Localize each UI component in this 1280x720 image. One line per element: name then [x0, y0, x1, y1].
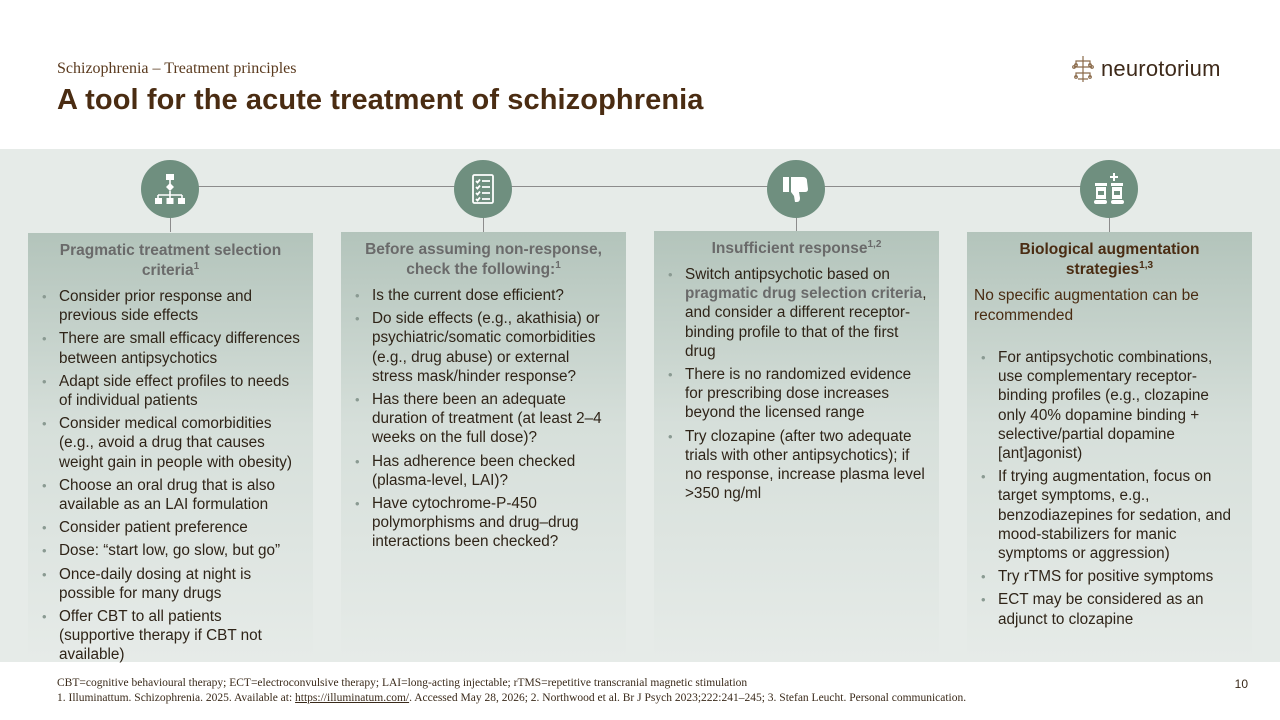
card-heading: [353, 240, 614, 280]
list-item: • If trying augmentation, focus on target symptoms, e.g., benzodiazepines for sedation, and mood-stabilizers for manic symptoms or aggression): [979, 467, 1240, 563]
list-item: • For antipsychotic combinations, use complementary receptor-binding profiles (e.g., clozapine only 40% dopamine binding + selective/partial dopamine [ant]agonist): [979, 348, 1240, 463]
card-non-response-check: [341, 232, 626, 661]
footer-notes: [57, 676, 966, 705]
abbreviations: CBT=cognitive behavioural therapy; ECT=electroconvulsive therapy; LAI=long-acting injectable; rTMS=repetitive transcranial magnetic stimulation: [57, 677, 748, 689]
list-item: • Have cytochrome-P-450 polymorphisms and drug–drug interactions been checked?: [353, 494, 614, 552]
bullet-list: [40, 287, 301, 665]
section-subtitle: Schizophrenia – Treatment principles: [57, 60, 297, 77]
stem-2: [483, 216, 484, 232]
thumbs-down-icon: [779, 172, 813, 206]
thumbs-down-icon-circle: [767, 160, 825, 218]
list-item: • There is no randomized evidence for prescribing dose increases beyond the licensed range: [666, 365, 927, 423]
reference-text: 1. Illuminattum. Schizophrenia. 2025. Available at:: [57, 691, 296, 704]
page-number: 10: [1234, 677, 1248, 691]
stem-1: [170, 216, 171, 232]
page-title: A tool for the acute treatment of schizophrenia: [57, 84, 704, 116]
timeline-connector: [170, 186, 1110, 187]
list-item-text: Switch antipsychotic based on: [685, 266, 890, 283]
card-heading: [979, 240, 1240, 280]
card-intro: No specific augmentation can be recommended: [974, 287, 1199, 324]
footnote-ref: 1: [193, 260, 200, 272]
card-heading: [40, 241, 301, 281]
bullet-list: [979, 348, 1240, 629]
footnote-ref: 1: [555, 259, 561, 271]
flowchart-icon-circle: [141, 160, 199, 218]
card-heading: [666, 239, 927, 259]
card-heading-text: Pragmatic treatment selection criteria: [59, 242, 282, 279]
card-heading-text: Insufficient response: [711, 240, 868, 257]
footnote-ref: 1,2: [867, 238, 882, 250]
pill-bottles-icon-circle: [1080, 160, 1138, 218]
list-item: • Choose an oral drug that is also available as an LAI formulation: [40, 476, 301, 514]
card-heading-text: Before assuming non-response, check the following:: [365, 241, 602, 278]
list-item: • Adapt side effect profiles to needs of individual patients: [40, 372, 301, 410]
list-item: • Consider medical comorbidities (e.g., avoid a drug that causes weight gain in people with obesity): [40, 414, 301, 472]
list-item: • Consider patient preference: [40, 518, 301, 537]
checklist-icon: [466, 172, 500, 206]
list-item: • Dose: “start low, go slow, but go”: [40, 541, 301, 560]
list-item: • Try rTMS for positive symptoms: [979, 567, 1240, 586]
bullet-list: [666, 265, 927, 503]
list-item-text: , and consider a different receptor-binding profile to that of the first drug: [685, 285, 927, 360]
list-item: • Once-daily dosing at night is possible for many drugs: [40, 565, 301, 603]
flowchart-icon: [153, 172, 187, 206]
list-item: • Consider prior response and previous side effects: [40, 287, 301, 325]
card-insufficient-response: [654, 231, 939, 661]
list-item: • Has there been an adequate duration of treatment (at least 2–4 weeks on the full dose)?: [353, 390, 614, 448]
logo-text: neurotorium: [1101, 56, 1221, 81]
checklist-icon-circle: [454, 160, 512, 218]
reference-link[interactable]: https://illuminatum.com/: [295, 691, 410, 704]
stem-3: [796, 216, 797, 232]
stem-4: [1109, 216, 1110, 232]
list-item: • There are small efficacy differences between antipsychotics: [40, 329, 301, 367]
list-item: • Has adherence been checked (plasma-level, LAI)?: [353, 452, 614, 490]
references: [57, 691, 966, 706]
footnote-ref: 1,3: [1139, 259, 1154, 271]
list-item: • Offer CBT to all patients (supportive therapy if CBT not available): [40, 607, 301, 665]
highlight-text: pragmatic drug selection criteria: [685, 285, 923, 303]
pill-bottles-icon: [1092, 172, 1126, 206]
card-heading-text: Biological augmentation strategies: [1019, 241, 1200, 278]
bullet-list: [353, 286, 614, 552]
list-item: [666, 265, 927, 361]
list-item: • Try clozapine (after two adequate trials with other antipsychotics); if no response, increase plasma level >350 ng/ml: [666, 427, 927, 504]
card-augmentation: [967, 232, 1252, 661]
logo: [1070, 53, 1221, 85]
brain-logo-icon: [1070, 53, 1096, 85]
list-item: • Do side effects (e.g., akathisia) or psychiatric/somatic comorbidities (e.g., drug abuse) or external stress mask/hinder response?: [353, 309, 614, 386]
card-selection-criteria: [28, 233, 313, 664]
list-item: • Is the current dose efficient?: [353, 286, 614, 305]
list-item: • ECT may be considered as an adjunct to clozapine: [979, 590, 1240, 628]
reference-text: . Accessed May 28, 2026; 2. Northwood et al. Br J Psych 2023;222:241–245; 3. Stefan Leucht. Personal communication.: [409, 691, 967, 704]
